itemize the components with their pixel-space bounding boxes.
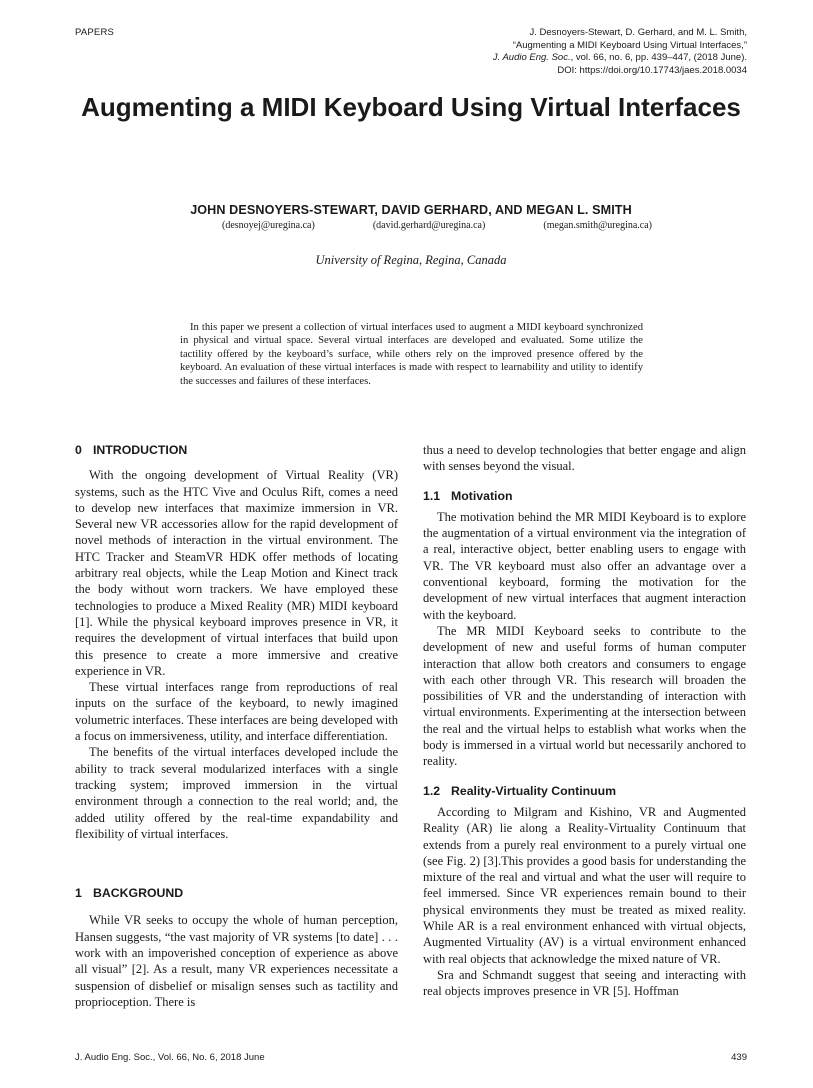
paragraph: While VR seeks to occupy the whole of human perception, Hansen suggests, “the vast majority of VR systems [to date] . . . work with an impoverished conception of experience as above all visual” [2]. As a result, many VR experiences necessitate a suspension of disbelief or misalign senses such as tactility and proprioception. There is — [75, 913, 398, 1009]
page-number: 439 — [731, 1052, 747, 1063]
email-gerhard: (david.gerhard@uregina.ca) — [372, 220, 486, 231]
citation-volume: , vol. 66, no. 6, pp. 439–447, (2018 June). — [570, 52, 747, 64]
author-emails — [222, 220, 652, 231]
paragraph: The MR MIDI Keyboard seeks to contribute to the development of new and useful forms of human computer interaction that allow both creators and consumers to engage with each other through VR. This research will broaden the possibilities of VR and the understanding of interaction with virtual environments. Experimenting at the intersection between the real and the virtual helps to establish what works when the body is immersed in a virtual world but necessarily anchored to reality. — [423, 623, 746, 769]
affiliation: University of Regina, Regina, Canada — [315, 253, 507, 267]
section-title: INTRODUCTION — [93, 443, 188, 457]
section-heading-motivation — [423, 488, 746, 504]
right-column — [423, 442, 746, 1000]
section-number: 1 — [75, 886, 82, 901]
paper-title: Augmenting a MIDI Keyboard Using Virtual Interfaces — [81, 92, 741, 122]
paragraph: The motivation behind the MR MIDI Keyboard is to explore the augmentation of a virtual environment via the integration of a real, interactive object, better enabling users to engage with VR. The VR keyboard must also offer an advantage over a conventional keyboard, forming the motivation for the development of new virtual interfaces that augment interaction with the keyboard. — [423, 509, 746, 622]
section-title: Motivation — [451, 488, 513, 503]
section-number: 0 — [75, 443, 82, 457]
abstract: In this paper we present a collection of virtual interfaces used to augment a MIDI keyboard synchronized in physical and virtual space. Several virtual interfaces are developed and evaluated. Some utilize the tactility offered by the keyboard’s surface, while others rely on the improved presence offered by the keyboard. An evaluation of these virtual interfaces is made with respect to learnability and utility to identify the successes and failures of these interfaces. — [180, 322, 643, 387]
email-smith: (megan.smith@uregina.ca) — [543, 220, 652, 231]
section-number: 1.1 — [423, 488, 441, 503]
citation-doi: DOI: https://doi.org/10.17743/jaes.2018.0034 — [557, 65, 747, 77]
paragraph: These virtual interfaces range from reproductions of real inputs on the surface of the keyboard, to newly imagined volumetric interfaces. These interfaces are being developed with a focus on immersiveness, utility, and interface differentiation. — [75, 680, 398, 744]
section-heading-reality-virtuality — [423, 783, 746, 799]
email-desnoyers: (desnoyej@uregina.ca) — [222, 220, 315, 231]
citation-title: “Augmenting a MIDI Keyboard Using Virtual Interfaces,” — [512, 39, 747, 51]
footer-journal: J. Audio Eng. Soc., Vol. 66, No. 6, 2018 June — [75, 1052, 265, 1063]
paragraph: According to Milgram and Kishino, VR and Augmented Reality (AR) lie along a Reality-Virtuality Continuum that extends from a purely real environment to a purely virtual one (see Fig. 2) [3].This provides a good basis for understanding the mixture of the real and virtual and what the user will require to feel immersed. Since VR experiences remain bound to their physical environments they must be treated as mixed reality. While AR is a real environment enhanced with virtual objects, Augmented Virtuality (AV) is a virtual environment enhanced with real objects that acknowledge the mixed nature of VR. — [423, 804, 746, 966]
citation-journal: J. Audio Eng. Soc. — [492, 52, 571, 64]
section-number: 1.2 — [423, 783, 441, 798]
citation-block — [387, 27, 747, 78]
section-heading-introduction — [75, 442, 398, 458]
paragraph: With the ongoing development of Virtual Reality (VR) systems, such as the HTC Vive and Oculus Rift, comes a need to develop new interfaces that maximize immersion in VR. Several new VR accessories allow for the rapid development of novel methods of interaction in the virtual environment. The HTC Tracker and SteamVR HDK offer methods of locating arbitrary real objects, while the Leap Motion and Kinect track the body without worn trackers. We have employed these technologies to produce a Mixed Reality (MR) MIDI keyboard [1]. While the physical keyboard improves presence in VR, it requires the development of virtual interfaces that build upon this presence to create a more immersive and creative experience in VR. — [75, 468, 398, 678]
author-list: JOHN DESNOYERS-STEWART, DAVID GERHARD, AND MEGAN L. SMITH — [190, 203, 632, 217]
citation-journal-line — [387, 52, 747, 65]
paragraph: The benefits of the virtual interfaces developed include the ability to track several modularized interfaces with a single tracking system; improved immersion in the virtual environment through a connection to the real world; and, the added utility offered by the real-time expandability and flexibility of virtual interfaces. — [75, 745, 398, 841]
section-title: BACKGROUND — [93, 886, 184, 901]
left-column — [75, 442, 398, 1010]
section-heading-background — [75, 885, 398, 901]
citation-authors: J. Desnoyers-Stewart, D. Gerhard, and M. L. Smith, — [529, 27, 747, 38]
paragraph-continuation: thus a need to develop technologies that better engage and align with senses beyond the visual. — [423, 443, 746, 474]
running-head-section: PAPERS — [75, 27, 115, 38]
paragraph: Sra and Schmandt suggest that seeing and interacting with real objects improves presence in VR [5]. Hoffman — [423, 967, 746, 999]
section-title: Reality-Virtuality Continuum — [451, 783, 617, 798]
